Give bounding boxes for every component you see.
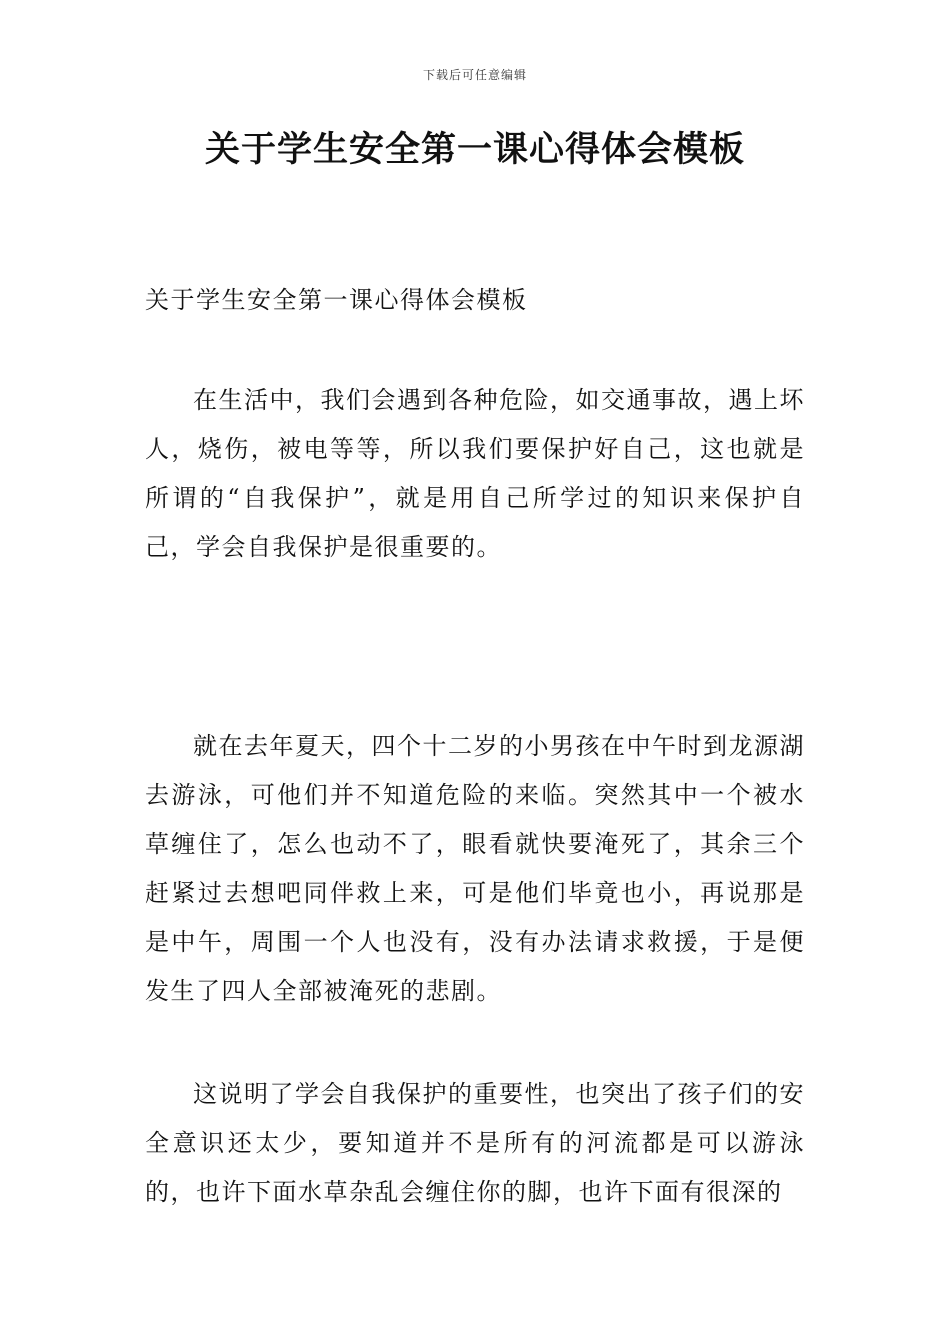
header-note: 下载后可任意编辑 bbox=[422, 68, 527, 82]
document-title: 关于学生安全第一课心得体会模板 bbox=[204, 129, 745, 170]
paragraph-2: 就在去年夏天，四个十二岁的小男孩在中午时到龙源湖去游泳，可他们并不知道危险的来临。突然其中一个被水草缠住了，怎么也动不了，眼看就快要淹死了，其余三个赶紧过去想吧同伴救上来，可是他们毕竟也小，再说那是是中午，周围一个人也没有，没有办法请求救援，于是便发生了四人全部被淹死的悲剧。 bbox=[145, 732, 805, 1005]
document-subtitle: 关于学生安全第一课心得体会模板 bbox=[145, 286, 528, 314]
paragraph-1: 在生活中，我们会遇到各种危险，如交通事故，遇上坏人，烧伤，被电等等，所以我们要保护好自己，这也就是所谓的“自我保护”，就是用自己所学过的知识来保护自己，学会自我保护是很重要的。 bbox=[145, 386, 805, 561]
paragraph-3: 这说明了学会自我保护的重要性，也突出了孩子们的安全意识还太少，要知道并不是所有的河流都是可以游泳的，也许下面水草杂乱会缠住你的脚，也许下面有很深的 bbox=[145, 1080, 805, 1206]
